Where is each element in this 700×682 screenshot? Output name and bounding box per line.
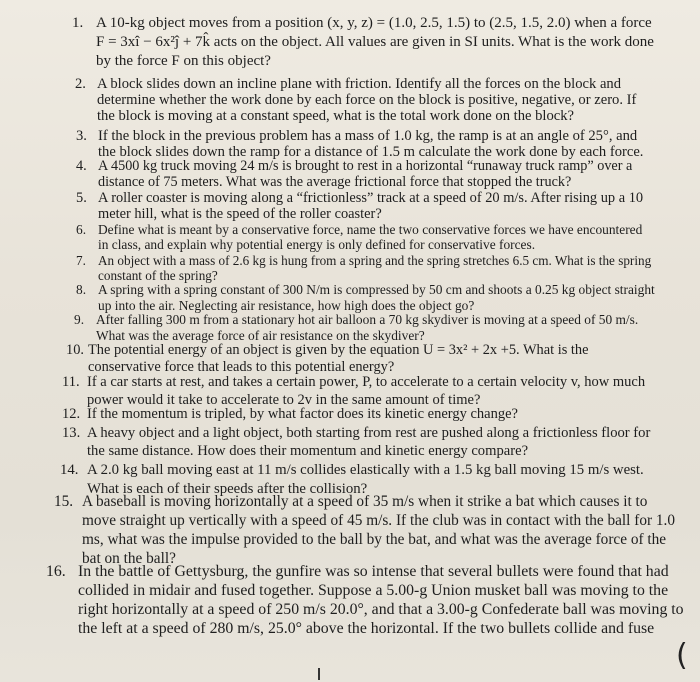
problem-number: 4. <box>76 158 87 174</box>
problem-7 <box>76 253 656 283</box>
problem-3 <box>76 128 656 160</box>
problem-12 <box>62 405 662 423</box>
problem-text: A 2.0 kg ball moving east at 11 m/s collides elastically with a 1.5 kg ball moving 15 m/s west. What is each of their speeds after the collision? <box>87 462 644 497</box>
problem-number: 9. <box>74 312 85 327</box>
problem-text: A heavy object and a light object, both starting from rest are pushed along a frictionless floor for the same distance. How does their momentum and kinetic energy compare? <box>87 425 651 459</box>
problem-number: 5. <box>76 190 87 206</box>
problem-text: A spring with a spring constant of 300 N/m is compressed by 50 cm and shoots a 0.25 kg object straight up into the air. Neglecting air resistance, how high does the object go? <box>98 282 655 313</box>
problem-text: Define what is meant by a conservative force, name the two conservative forces we have encountered in class, and explain why potential energy is only defined for conservative forces. <box>98 222 643 252</box>
problem-text: If the block in the previous problem has a mass of 1.0 kg, the ramp is at an angle of 25°, and the block slides down the ramp for a distance of 1.5 m calculate the work done by each force. <box>98 128 644 160</box>
problem-text: If the momentum is tripled, by what factor does its kinetic energy change? <box>87 406 518 422</box>
problem-text: A block slides down an incline plane with friction. Identify all the forces on the block and determine whether the work done by each force on the block is positive, negative, or zero. If the block is moving at a constant speed, what is the total work done on the block? <box>97 76 637 124</box>
problem-number: 2. <box>75 76 86 92</box>
problem-16 <box>46 562 684 638</box>
problem-text: The potential energy of an object is given by the equation U = 3x² + 2x +5. What is the conservative force that leads to this potential energy? <box>88 342 589 375</box>
problem-text: A roller coaster is moving along a “frictionless” track at a speed of 20 m/s. After rising up a 10 meter hill, what is the speed of the roller coaster? <box>98 190 644 222</box>
problem-text: An object with a mass of 2.6 kg is hung from a spring and the spring stretches 6.5 cm. What is the spring constant of the spring? <box>98 253 652 283</box>
problem-text: After falling 300 m from a stationary hot air balloon a 70 kg skydiver is moving at a speed of 50 m/s. What was the average force of air resistance on the skydiver? <box>96 312 639 343</box>
problem-number: 1. <box>72 15 84 31</box>
problem-2 <box>75 76 655 124</box>
problem-number: 10. <box>66 342 84 358</box>
problem-number: 8. <box>76 282 87 297</box>
problem-number: 14. <box>60 462 79 478</box>
problem-number: 13. <box>62 425 81 441</box>
problem-text: A 10-kg object moves from a position (x, y, z) = (1.0, 2.5, 1.5) to (2.5, 1.5, 2.0) when a force F = 3xî − 6x²ĵ + 7k̂ acts on the object. All values are given in SI units. What is the work done by the force F on this object? <box>96 15 654 69</box>
problem-15 <box>54 492 678 568</box>
problem-number: 6. <box>76 222 87 237</box>
problem-number: 15. <box>54 493 74 510</box>
problem-13 <box>62 424 664 460</box>
problem-6 <box>76 222 656 252</box>
problem-number: 12. <box>62 406 81 422</box>
problem-number: 11. <box>62 374 80 390</box>
handwritten-bracket-mark: ( <box>676 638 688 673</box>
problem-9 <box>74 312 658 344</box>
problem-number: 7. <box>76 253 86 268</box>
problem-5 <box>76 190 656 222</box>
problem-4 <box>76 158 656 190</box>
problem-1 <box>72 14 660 71</box>
problem-text: If a car starts at rest, and takes a certain power, P, to accelerate to a certain velocity v, how much power would it take to accelerate to 2v in the same amount of time? <box>87 374 646 408</box>
problem-11 <box>62 373 660 409</box>
page-edge-tick <box>318 668 320 680</box>
problem-text: In the battle of Gettysburg, the gunfire was so intense that several bullets were found that had collided in midair and fused together. Suppose a 5.00-g Union musket ball was moving to the right horizontally at a speed of 250 m/s 20.0°, and that a 3.00-g Confederate ball was moving to the left at a speed of 280 m/s, 25.0° above the horizontal. If the two bullets collide and fuse <box>78 563 684 637</box>
problem-10 <box>66 342 658 376</box>
problem-text: A baseball is moving horizontally at a speed of 35 m/s when it strike a bat which causes it to move straight up vertically with a speed of 45 m/s. If the club was in contact with the ball for 1.0 ms, what was the impulse provided to the ball by the bat, and what was the average force of the bat on the ball? <box>82 493 676 567</box>
problem-number: 3. <box>76 128 87 144</box>
problem-text: A 4500 kg truck moving 24 m/s is brought to rest in a horizontal “runaway truck ramp” over a distance of 75 meters. What was the average frictional force that stopped the truck? <box>98 158 633 190</box>
problem-number: 16. <box>46 563 66 580</box>
problem-8 <box>76 282 656 314</box>
